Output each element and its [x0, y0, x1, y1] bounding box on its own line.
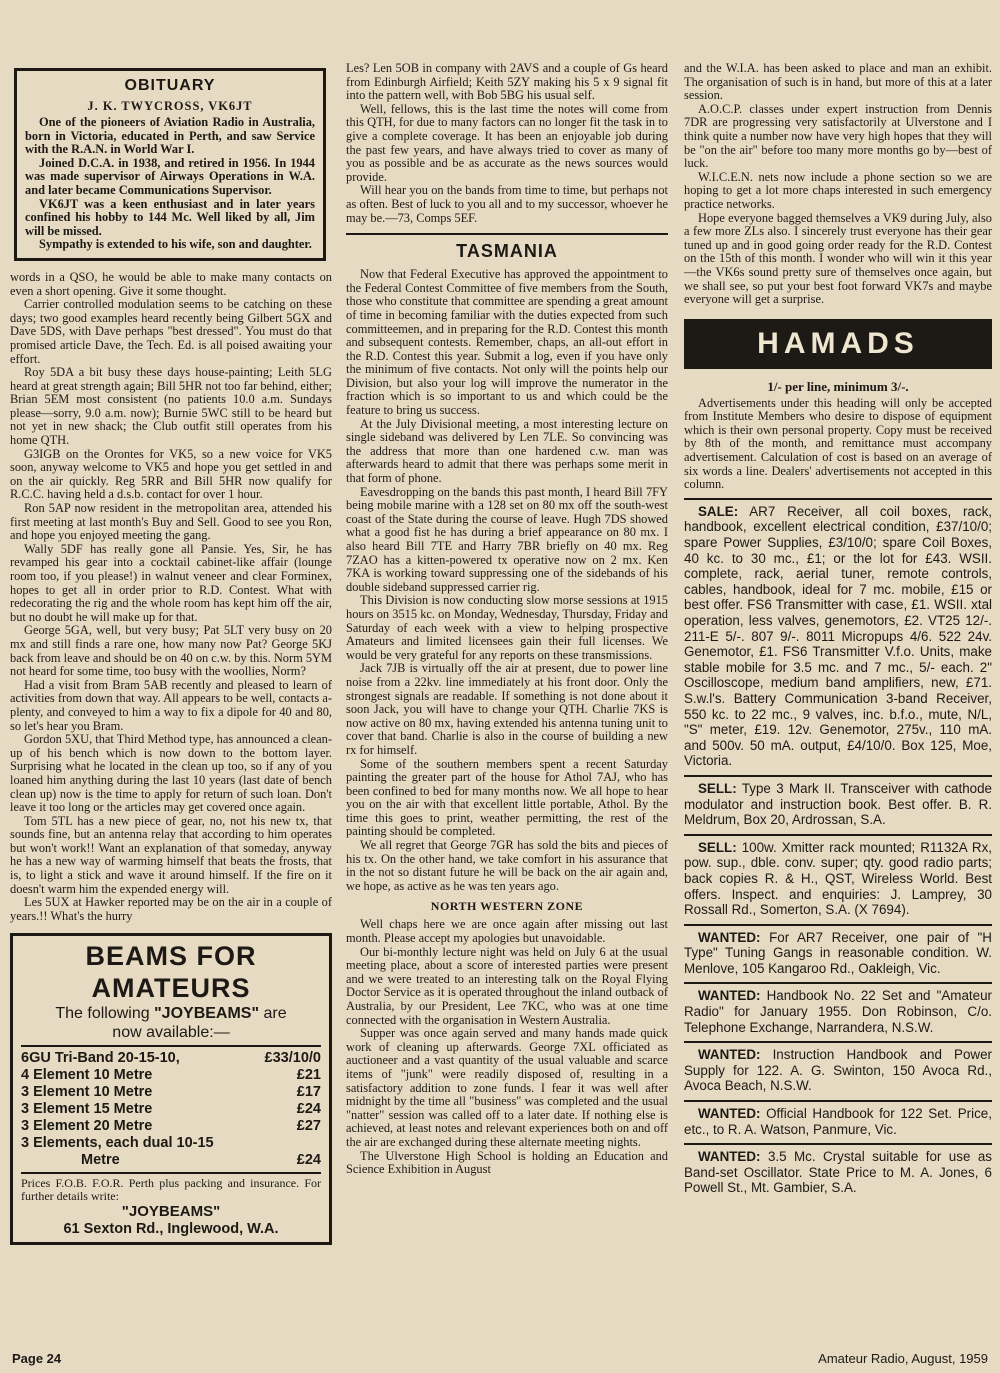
beams-item	[21, 1135, 321, 1152]
paragraph: words in a QSO, he would be able to make many contacts on even a short opening. Give it some thought.	[10, 269, 332, 298]
paragraph: Hope everyone bagged themselves a VK9 during July, also a few more ZLs also. I sincerely trust everyone has their gear tuned up and in good going order ready for the R.D. Contest on the 15th of this month. I wonder who will win it this year—the VK6s sound pretty sure of themselves once again, but we shall see, so put your best foot forward VK7s and maybe everyone will get a surprise.	[684, 210, 992, 307]
hamads-banner: HAMADS	[684, 319, 992, 369]
beams-item	[21, 1152, 321, 1169]
classified-ad	[684, 1100, 992, 1143]
beams-item	[21, 1101, 321, 1118]
paragraph: Now that Federal Executive has approved the appointment to the Federal Contest Committee of five members from the South, those who constitute that committee are spending a great amount of time in becoming familiar with the duties expected from such committeemen, and in preparing for the R.D. Contest this month and subsequent contests. Remember, chaps, an all-out effort in the R.D. Contest this year. Submit a log, even if you have only the minimum of five contacts. Not only will the points help our Division, but also your log will improve the numerator in the fraction which is so important to us and which could be the feature to bring us success.	[346, 267, 668, 418]
paragraph: Gordon 5XU, that Third Method type, has announced a clean-up of his bench which is now down to the bottom layer. Surprising what he located in the clean up too, so if any of you loaned him anything during the last 10 years (last date of bench clean up) now is the time to apply for return of such loan. Don't leave it too long or the articles may get covered once again.	[10, 732, 332, 815]
paragraph: and the W.I.A. has been asked to place and man an exhibit. The organisation of such is in hand, but more of this at a later session.	[684, 62, 992, 103]
paragraph: Carrier controlled modulation seems to be catching on these days; two good examples heard recently being Gilbert 5GX and Dave 5DS, with Dave perhaps "best dressed". You must do that promised article Dave, the Tech. Ed. is all poised awaiting your effort.	[10, 297, 332, 366]
ad-lead: WANTED:	[698, 988, 761, 1004]
beams-item-price: £27	[296, 1118, 321, 1135]
beams-brand: "JOYBEAMS"	[154, 1005, 260, 1023]
divider	[21, 1172, 321, 1174]
paragraph: We all regret that George 7GR has sold the bits and pieces of his tx. On the other hand, we take comfort in his assurance that in the not so distant future he will be back on the air again and, we hope, as active as he was ten years ago.	[346, 838, 668, 893]
paragraph: Supper was once again served and many hands made quick work of cleaning up afterwards. George 7XL officiated as auctioneer and a vast quantity of the usual valuable and scarce items of "junk" were readily disposed of, resulting in a satisfactory addition to zone funds. I fear it was well after midnight by the time all "business" was completed and the usual "natter" session was called off to a later date. If nothing else is achieved, at least notes and relevant experiences both on and off the air are exchanged during these alternate meeting nights.	[346, 1026, 668, 1149]
ad-text: Official Handbook for 122 Set. Price, etc., to R. A. Watson, Panmure, Vic.	[684, 1106, 992, 1137]
beams-intro-text: The following	[55, 1005, 150, 1023]
beams-item-price: £17	[296, 1084, 321, 1101]
beams-item-price: £33/10/0	[264, 1050, 321, 1067]
beams-item-label: 3 Element 20 Metre	[21, 1118, 153, 1135]
ad-text: 3.5 Mc. Crystal suitable for use as Band-set Oscillator. State Price to M. A. Jones, 6 Powell St., Mt. Gambier, S.A.	[684, 1149, 992, 1196]
beams-item-label: 3 Element 15 Metre	[21, 1101, 153, 1118]
beams-item	[21, 1067, 321, 1084]
beams-title: BEAMS FOR AMATEURS	[85, 941, 257, 1004]
classified-ad	[684, 775, 992, 834]
paragraph: Roy 5DA a bit busy these days house-painting; Leith 5LG heard at great strength again; Bill 5HR not too far behind, either; Brian 5EM most consistent (no patients 10.0 a.m. Sundays please—sorry, 9.0 a.m. now); Burnie 5WC still to be heard but not yet in new shack; the Club outfit still operates from his home QTH.	[10, 365, 332, 448]
ad-text: 100w. Xmitter rack mounted; R1132A Rx, pow. sup., dble. conv. super; qty. good radio parts; back copies R. & H., QST, Wireless World. Best offers. Inspect. and enquiries: J. Lamprey, 30 Rossall Rd., Somerton, S.A. (X 7694).	[684, 839, 992, 918]
paragraph: The Ulverstone High School is holding an Education and Science Exhibition in August	[346, 1148, 668, 1177]
obituary-paragraph: Joined D.C.A. in 1938, and retired in 1956. In 1944 was made supervisor of Airways Operations in W.A. and later became Communications Supervisor.	[25, 155, 315, 197]
hamads-rules: Advertisements under this heading will only be accepted from Institute Members who desire to dispose of equipment which is their own personal property. Copy must be received by 8th of the month, and remittance must accompany advertisement. Calculation of cost is based on an average of six words a line. Dealers' advertisements not accepted in this column.	[684, 395, 992, 492]
ad-lead: SELL:	[698, 780, 737, 796]
obituary-title: OBITUARY	[124, 77, 216, 94]
ad-text: Type 3 Mark II. Transceiver with cathode modulator and instruction book. Best offer. B. R. Meldrum, Box 20, Ardrossan, S.A.	[684, 780, 992, 828]
ad-lead: WANTED:	[698, 1047, 761, 1063]
beams-item-label: 6GU Tri-Band 20-15-10,	[21, 1050, 180, 1067]
divider	[21, 1045, 321, 1047]
beams-intro-text: are	[263, 1005, 287, 1023]
paragraph: Our bi-monthly lecture night was held on July 6 at the usual meeting place, about a score of interested parties were present and we were treated to an interesting talk on the Royal Flying Doctor Service as it is operated throughout the inland outback of Australia, by our President, Lee 7KC, who was at one time connected with the organisation in Western Australia.	[346, 944, 668, 1027]
beams-intro-line2: now available:—	[112, 1024, 230, 1042]
obituary-paragraph: VK6JT was a keen enthusiast and in later years confined his hobby to 144 Mc. Well liked by all, Jim will be missed.	[25, 196, 315, 238]
paragraph: Well chaps here we are once again after missing out last month. Please accept my apologies but unavoidable.	[346, 917, 668, 946]
paragraph: At the July Divisional meeting, a most interesting lecture on single sideband was delivered by Len 7LE. So convincing was the address that more than one hardened c.w. man was afterwards heard to admit that there was perhaps some merit in that form of phone.	[346, 416, 668, 486]
classified-ad	[684, 834, 992, 924]
beams-item-price: £24	[296, 1101, 321, 1118]
page-number: Page 24	[12, 1351, 62, 1366]
beams-item	[21, 1118, 321, 1135]
obituary-box	[14, 68, 326, 261]
ad-lead: SELL:	[698, 839, 737, 855]
beams-item	[21, 1050, 321, 1067]
beams-item-price: £24	[296, 1152, 321, 1169]
obituary-name: J. K. TWYCROSS, VK6JT	[87, 99, 253, 113]
classified-ad	[684, 1143, 992, 1202]
ad-text: Handbook No. 22 Set and "Amateur Radio" for January 1955. Don Robinson, C/o. Telephone Exchange, Narrandera, N.S.W.	[684, 988, 992, 1035]
paragraph: George 5GA, well, but very busy; Pat 5LT very busy on 20 mx and still finds a rare one, how many now Pat? George 5KJ back from leave and should be on 40 on c.w. by this. Norm 5YM not heard for some time, too busy with the woollies, Norm?	[10, 623, 332, 679]
beams-item-price: £21	[296, 1067, 321, 1084]
paragraph: Eavesdropping on the bands this past month, I heard Bill 7FY being mobile marine with a 128 set on 80 mx off the south-west coast of the State during the course of leave. Hugh 7DS showed what a good fist he has during a brief appearance on 80 mx. I also heard Bill 7TE and Harry 7BR briefly on 40 mx. Reg 7ZAO has a kitten-powered tx operative now on 2 mx. Ken 7KA is working toward suppressing one of the sidebands of his double sideband suppressed carrier rig.	[346, 484, 668, 594]
paragraph: Les 5UX at Hawker reported may be on the air in a couple of years.!! What's the hurry	[10, 895, 332, 923]
beams-footer: Prices F.O.B. F.O.R. Perth plus packing and insurance. For further details write:	[21, 1176, 321, 1204]
paragraph: Les? Len 5OB in company with 2AVS and a couple of Gs heard from Edinburgh Airfield; Keith 5ZY making his 5 x 9 signal fit into the pattern well, with Bob 5BG his usual self.	[346, 62, 668, 103]
ad-lead: WANTED:	[698, 1149, 761, 1165]
beams-item-label: 4 Element 10 Metre	[21, 1067, 153, 1084]
column-1	[10, 62, 332, 1347]
paragraph: Had a visit from Bram 5AB recently and pleased to learn of activities from down that way. All appears to be well, contacts a-plenty, and conveyed to him a way to fix a dipole for 40 and 80, so let's hear you Bram.	[10, 677, 332, 733]
section-title-tasmania: TASMANIA	[346, 233, 668, 262]
column-3	[684, 62, 992, 1347]
paragraph: G3IGB on the Orontes for VK5, so a new voice for VK5 soon, anyway welcome to VK5 and hope you get settled in and on the air quickly. Reg 5RR and Bill 5HR now qualify for R.C.C. having held a d.s.b. contact for over 1 hour.	[10, 446, 332, 502]
obituary-paragraph: One of the pioneers of Aviation Radio in Australia, born in Victoria, educated in Perth, and saw Service with the R.A.N. in World War I.	[25, 115, 315, 157]
ad-lead: WANTED:	[698, 929, 761, 945]
obituary-paragraph: Sympathy is extended to his wife, son and daughter.	[39, 237, 312, 252]
paragraph: Tom 5TL has a new piece of gear, no, not his new tx, that sounds fine, but an antenna relay that according to him operates but won't work!! Want an explanation of that someday, anyway he has a new way of warming himself that beats the frosts, that is, to light a stick and wave it around himself. If the fire on it doesn't warm him the expended energy will.	[10, 813, 332, 896]
paragraph: Ron 5AP now resident in the metropolitan area, attended his first meeting at last month's Buy and Sell. Good to see you Ron, and hope you enjoyed meeting the gang.	[10, 501, 332, 543]
paragraph: Wally 5DF has really gone all Pansie. Yes, Sir, he has revamped his gear into a cocktail cabinet-like affair (lounge room too, if you please!) in walnut veneer and clear Forminex, hopes to get all in order prior to R.D. Contest. What with redecorating the rig and the whole room has kept him off the air, but no doubt he will make up for that.	[10, 541, 332, 624]
ad-text: Instruction Handbook and Power Supply for 122. A. G. Swinton, 150 Avoca Rd., Avoca Beach, N.S.W.	[684, 1047, 992, 1094]
paragraph: Jack 7JB is virtually off the air at present, due to power line noise from a 22kv. line immediately at his front door. Only the strongest signals are readable. If something is not done about it soon Jack, you will have to change your QTH. Charlie 7KS is now active on 80 mx, having extended his antenna tuning unit to cover that band. Charlie is also in the course of building a new rx for himself.	[346, 661, 668, 757]
section-title-north-western-zone: NORTH WESTERN ZONE	[430, 899, 584, 914]
beams-company: "JOYBEAMS"	[121, 1203, 221, 1221]
classified-ad	[684, 924, 992, 983]
beams-item-label: 3 Elements, each dual 10-15	[21, 1135, 214, 1152]
classified-ad	[684, 1041, 992, 1100]
beams-item	[21, 1084, 321, 1101]
paragraph: Some of the southern members spent a recent Saturday painting the greater part of the house for Athol 7AJ, who has been confined to bed for many months now. We all hope to hear you on the air with that excellent little portable, Athol. By the time this goes to print, weather permitting, the rest of the painting should be completed.	[346, 756, 668, 839]
beams-item-label: Metre	[81, 1152, 120, 1169]
column-1-text	[10, 271, 332, 924]
beams-item-label: 3 Element 10 Metre	[21, 1084, 153, 1101]
column-2	[346, 62, 668, 1347]
paragraph: Well, fellows, this is the last time the notes will come from this QTH, for due to many factors can no longer fit the task in to give a complete coverage. It has been an enjoyable job during the past few years, and have always tried to cover as many of you as possible and be as accurate as the news sources would provide.	[346, 101, 668, 184]
hamads-rate: 1/- per line, minimum 3/-.	[767, 378, 909, 394]
classified-ad	[684, 982, 992, 1041]
ad-lead: SALE:	[698, 503, 739, 519]
ad-text: AR7 Receiver, all coil boxes, rack, handbook, excellent electrical condition, £37/10/0; spare Power Supplies, £3/10/0; spare Coil Boxes, 40 kc. to 30 mc., £1; or the lot for £43. WSII. complete, rack, aerial tuner, remote controls, cables, handbook, ideal for 7 mc. mobile, £15 or best offer. FS6 Transmitter with case, £1. WSII. xtal operation, less valves, genemotors, £2. VT25 12/-. 211-E 5/-. 807 9/-. 8011 Micropups 4/6. 522 24v. Genemotor, £1. FS6 Transmitter V.f.o. Units, make stable mobile for 3.5 mc. and 7 mc., 5/- each. 2" Oscilloscope, medium band amplifiers, new, £71. S.w.l's. Battery Communication 3-band Receiver, 550 kc. to 22 mc., 9 valves, inc. b.f.o., mute, N/L, "S" meter, £19. 12v. Genemotor, 275v., 110 mA. and 500v. 50 mA. output, £4/10/0. Box 125, Moe, Victoria.	[684, 503, 992, 769]
paragraph: Will hear you on the bands from time to time, but perhaps not as often. Best of luck to you all and to my successor, whoever he may be.—73, Comps 5EF.	[346, 183, 668, 225]
ad-lead: WANTED:	[698, 1106, 761, 1122]
beams-address: 61 Sexton Rd., Inglewood, W.A.	[63, 1221, 279, 1238]
beams-advertisement	[10, 933, 332, 1245]
paragraph: This Division is now conducting slow morse sessions at 1915 hours on 3515 kc. on Monday, Wednesday, Thursday, Friday and Saturday of each week with a view to helping prospective Amateurs and limited licensees gain their full licenses. We would be very grateful for any reports on these transmissions.	[346, 593, 668, 662]
journal-name: Amateur Radio, August, 1959	[818, 1351, 988, 1366]
beams-intro	[21, 1004, 321, 1023]
paragraph: W.I.C.E.N. nets now include a phone section so we are hoping to get a lot more chaps interested in such emergency practice networks.	[684, 169, 992, 211]
classified-ad	[684, 498, 992, 775]
ad-text: For AR7 Receiver, one pair of "H Type" Tuning Gangs in reasonable condition. W. Menlove, 105 Kangaroo Rd., Oakleigh, Vic.	[684, 929, 992, 976]
paragraph: A.O.C.P. classes under expert instruction from Dennis 7DR are progressing very satisfactorily at Ulverstone and I think quite a number now have very high hopes that they will be "on the air" before too many more months go by—best of luck.	[684, 101, 992, 171]
